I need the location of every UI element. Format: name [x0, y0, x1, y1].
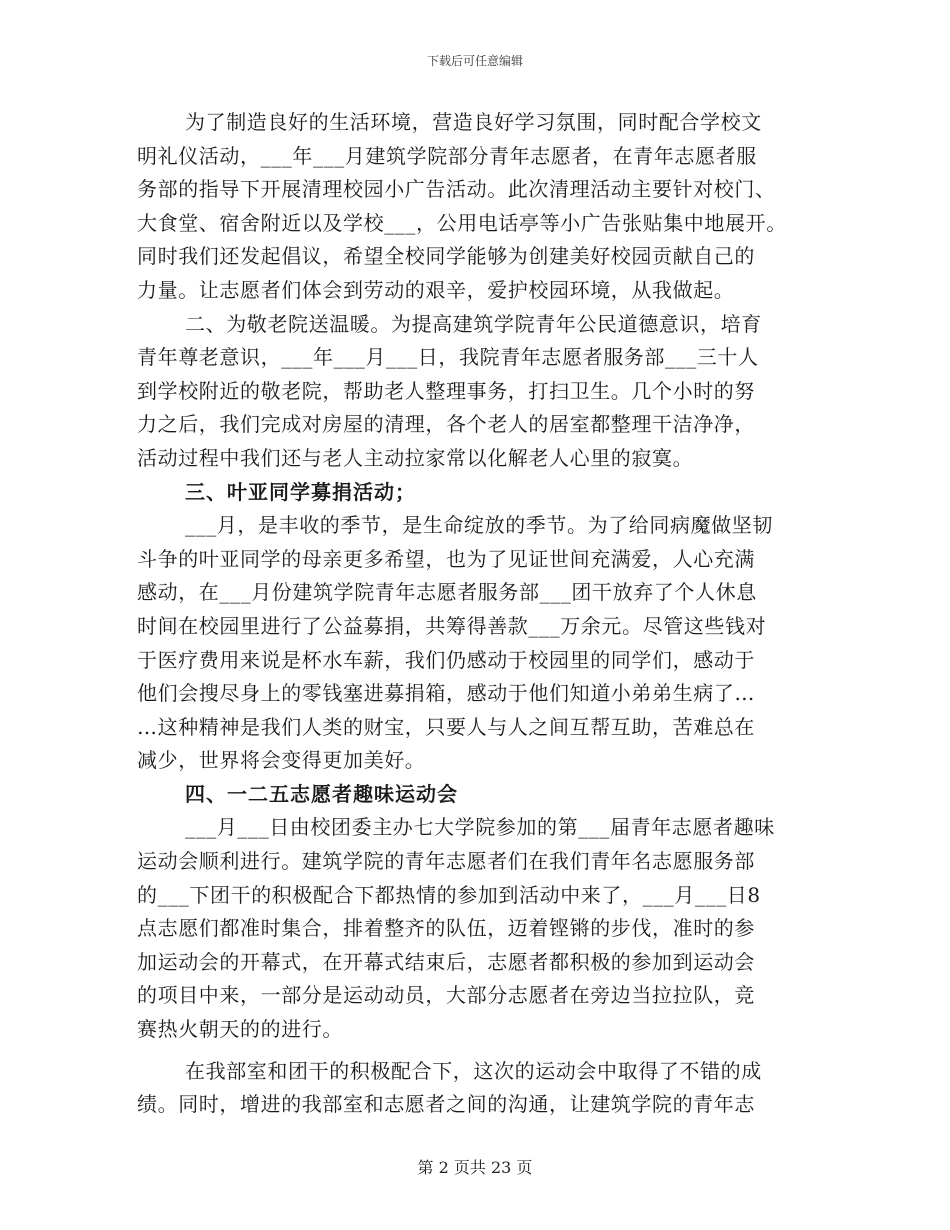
paragraph-line: 赛热火朝天的的进行。 [137, 1017, 343, 1042]
paragraph-line: 明礼仪活动，___年___月建筑学院部分青年志愿者，在青年志愿者服 [137, 143, 757, 168]
paragraph-line: ___月___日由校团委主办七大学院参加的第___届青年志愿者趣味 [185, 815, 775, 840]
paragraph-line: 他们会搜尽身上的零钱塞进募捐箱，感动于他们知道小弟弟生病了… [137, 681, 755, 706]
paragraph-line: 加运动会的开幕式，在开幕式结束后，志愿者都积极的参加到运动会 [137, 949, 755, 974]
paragraph-line: 运动会顺利进行。建筑学院的青年志愿者们在我们青年名志愿服务部 [137, 849, 755, 874]
paragraph-line: 青年尊老意识，___年___月___日，我院青年志愿者服务部___三十人 [137, 345, 759, 370]
page-header: 下载后可任意编辑 [426, 54, 523, 68]
paragraph-line: 力之后，我们完成对房屋的清理，各个老人的居室都整理干洁净净， [137, 412, 755, 437]
paragraph-line: 二、为敬老院送温暖。为提高建筑学院青年公民道德意识，培育 [185, 311, 762, 336]
paragraph-line: 减少，世界将会变得更加美好。 [137, 748, 426, 773]
paragraph-line: 于医疗费用来说是杯水车薪，我们仍感动于校园里的同学们，感动于 [137, 647, 755, 672]
page-footer: 第 2 页共 23 页 [417, 1158, 533, 1177]
paragraph-line: 时间在校园里进行了公益募捐，共筹得善款___万余元。尽管这些钱对 [137, 613, 767, 638]
paragraph-line: 到学校附近的敬老院，帮助老人整理事务，打扫卫生。几个小时的努 [137, 378, 755, 403]
paragraph-line: …这种精神是我们人类的财宝，只要人与人之间互帮互助，苦难总在 [137, 714, 755, 739]
paragraph-line: 感动，在___月份建筑学院青年志愿者服务部___团干放弃了个人休息 [137, 580, 757, 605]
paragraph-line: ___月，是丰收的季节，是生命绽放的季节。为了给同病魔做坚韧 [185, 513, 773, 538]
paragraph-line: 的项目中来，一部分是运动动员，大部分志愿者在旁边当拉拉队，竞 [137, 983, 755, 1008]
paragraph-line: 活动过程中我们还与老人主动拉家常以化解老人心里的寂寞。 [137, 445, 694, 470]
paragraph-line: 在我部室和团干的积极配合下，这次的运动会中取得了不错的成 [185, 1058, 762, 1083]
paragraph-line: 的___下团干的积极配合下都热情的参加到活动中来了，___月___日8 [137, 882, 761, 907]
paragraph-line: 为了制造良好的生活环境，营造良好学习氛围，同时配合学校文 [185, 110, 762, 134]
paragraph-line: 同时我们还发起倡议，希望全校同学能够为创建美好校园贡献自己的 [137, 244, 755, 269]
document-body [137, 106, 813, 1122]
paragraph-line: 力量。让志愿者们体会到劳动的艰辛，爱护校园环境，从我做起。 [137, 277, 735, 302]
paragraph-line: 绩。同时，增进的我部室和志愿者之间的沟通，让建筑学院的青年志 [137, 1092, 755, 1117]
section-heading: 三、叶亚同学募捐活动； [185, 479, 416, 504]
section-heading: 四、一二五志愿者趣味运动会 [185, 781, 458, 806]
paragraph-line: 斗争的叶亚同学的母亲更多希望，也为了见证世间充满爱，人心充满 [137, 546, 755, 571]
paragraph-line: 务部的指导下开展清理校园小广告活动。此次清理活动主要针对校门、 [137, 177, 776, 202]
paragraph-line: 大食堂、宿舍附近以及学校___，公用电话亭等小广告张贴集中地展开。 [137, 210, 787, 235]
paragraph-line: 点志愿们都准时集合，排着整齐的队伍，迈着铿锵的步伐，准时的参 [137, 916, 755, 941]
